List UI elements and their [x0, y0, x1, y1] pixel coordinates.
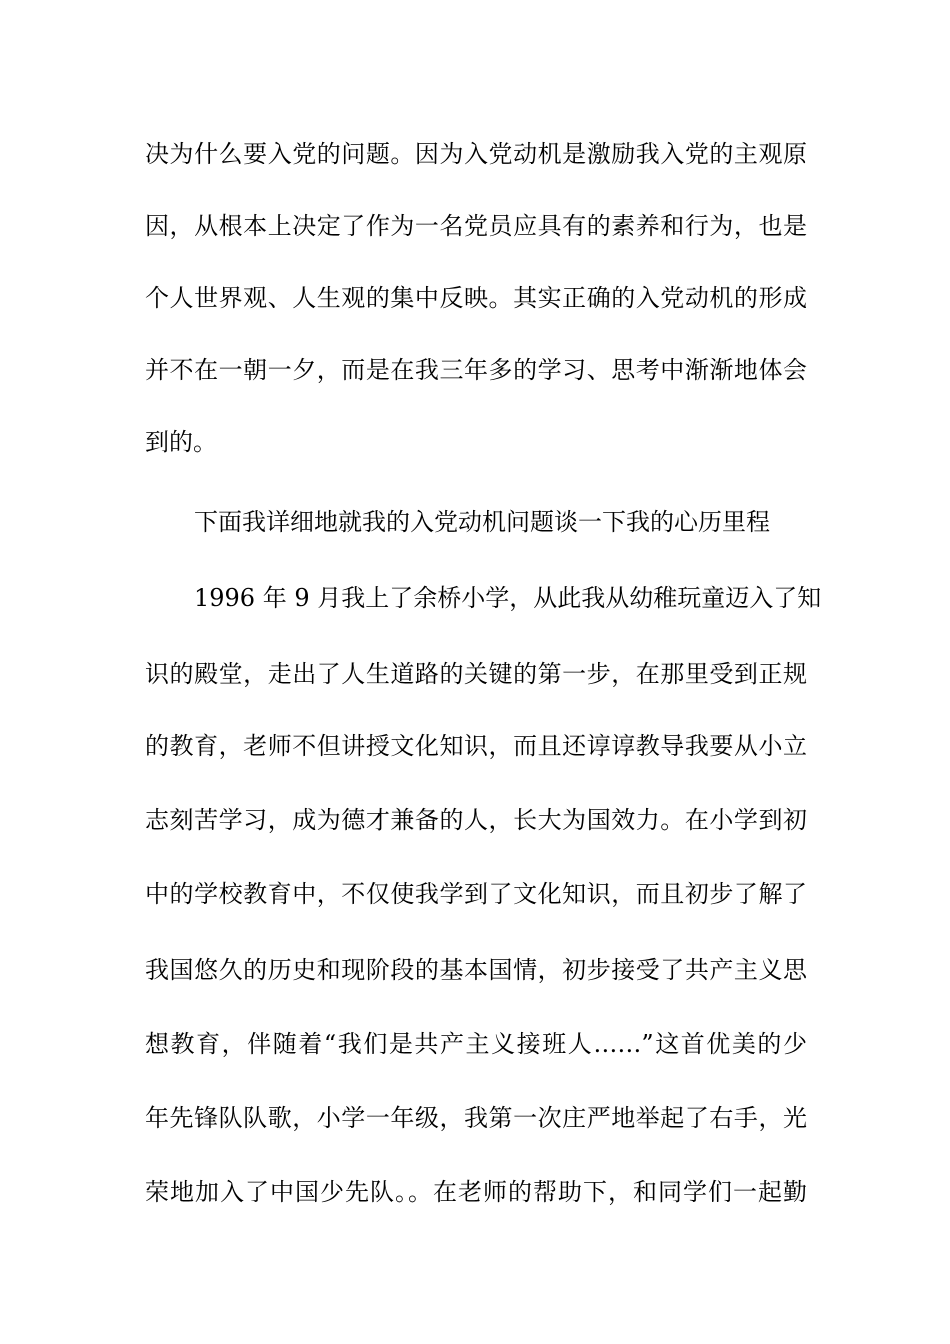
paragraph-1-line-5: 到的。: [145, 428, 217, 456]
paragraph-1-line-2: 因，从根本上决定了作为一名党员应具有的素养和行为，也是: [145, 212, 807, 240]
paragraph-3-line-8: 年先锋队队歌，小学一年级，我第一次庄严地举起了右手，光: [145, 1104, 807, 1132]
paragraph-3-line-9: 荣地加入了中国少先队。。在老师的帮助下，和同学们一起勤: [145, 1178, 807, 1206]
paragraph-3-line-3: 的教育，老师不但讲授文化知识，而且还谆谆教导我要从小立: [145, 732, 807, 760]
paragraph-3-line-5: 中的学校教育中，不仅使我学到了文化知识，而且初步了解了: [145, 880, 807, 908]
paragraph-2-line-1: 下面我详细地就我的入党动机问题谈一下我的心历里程: [194, 508, 770, 536]
paragraph-1-line-4: 并不在一朝一夕，而是在我三年多的学习、思考中渐渐地体会: [145, 356, 807, 384]
paragraph-3-line-4: 志刻苦学习，成为德才兼备的人，长大为国效力。在小学到初: [145, 806, 807, 834]
paragraph-1-line-3: 个人世界观、人生观的集中反映。其实正确的入党动机的形成: [145, 284, 807, 312]
paragraph-3-line-2: 识的殿堂，走出了人生道路的关键的第一步，在那里受到正规: [145, 660, 807, 688]
paragraph-3-line-7: 想教育，伴随着“我们是共产主义接班人……”这首优美的少: [145, 1030, 807, 1058]
paragraph-3-line-1: 1996 年 9 月我上了余桥小学，从此我从幼稚玩童迈入了知: [194, 584, 822, 612]
paragraph-3-line-6: 我国悠久的历史和现阶段的基本国情，初步接受了共产主义思: [145, 956, 807, 984]
paragraph-1-line-1: 决为什么要入党的问题。因为入党动机是激励我入党的主观原: [145, 140, 807, 168]
